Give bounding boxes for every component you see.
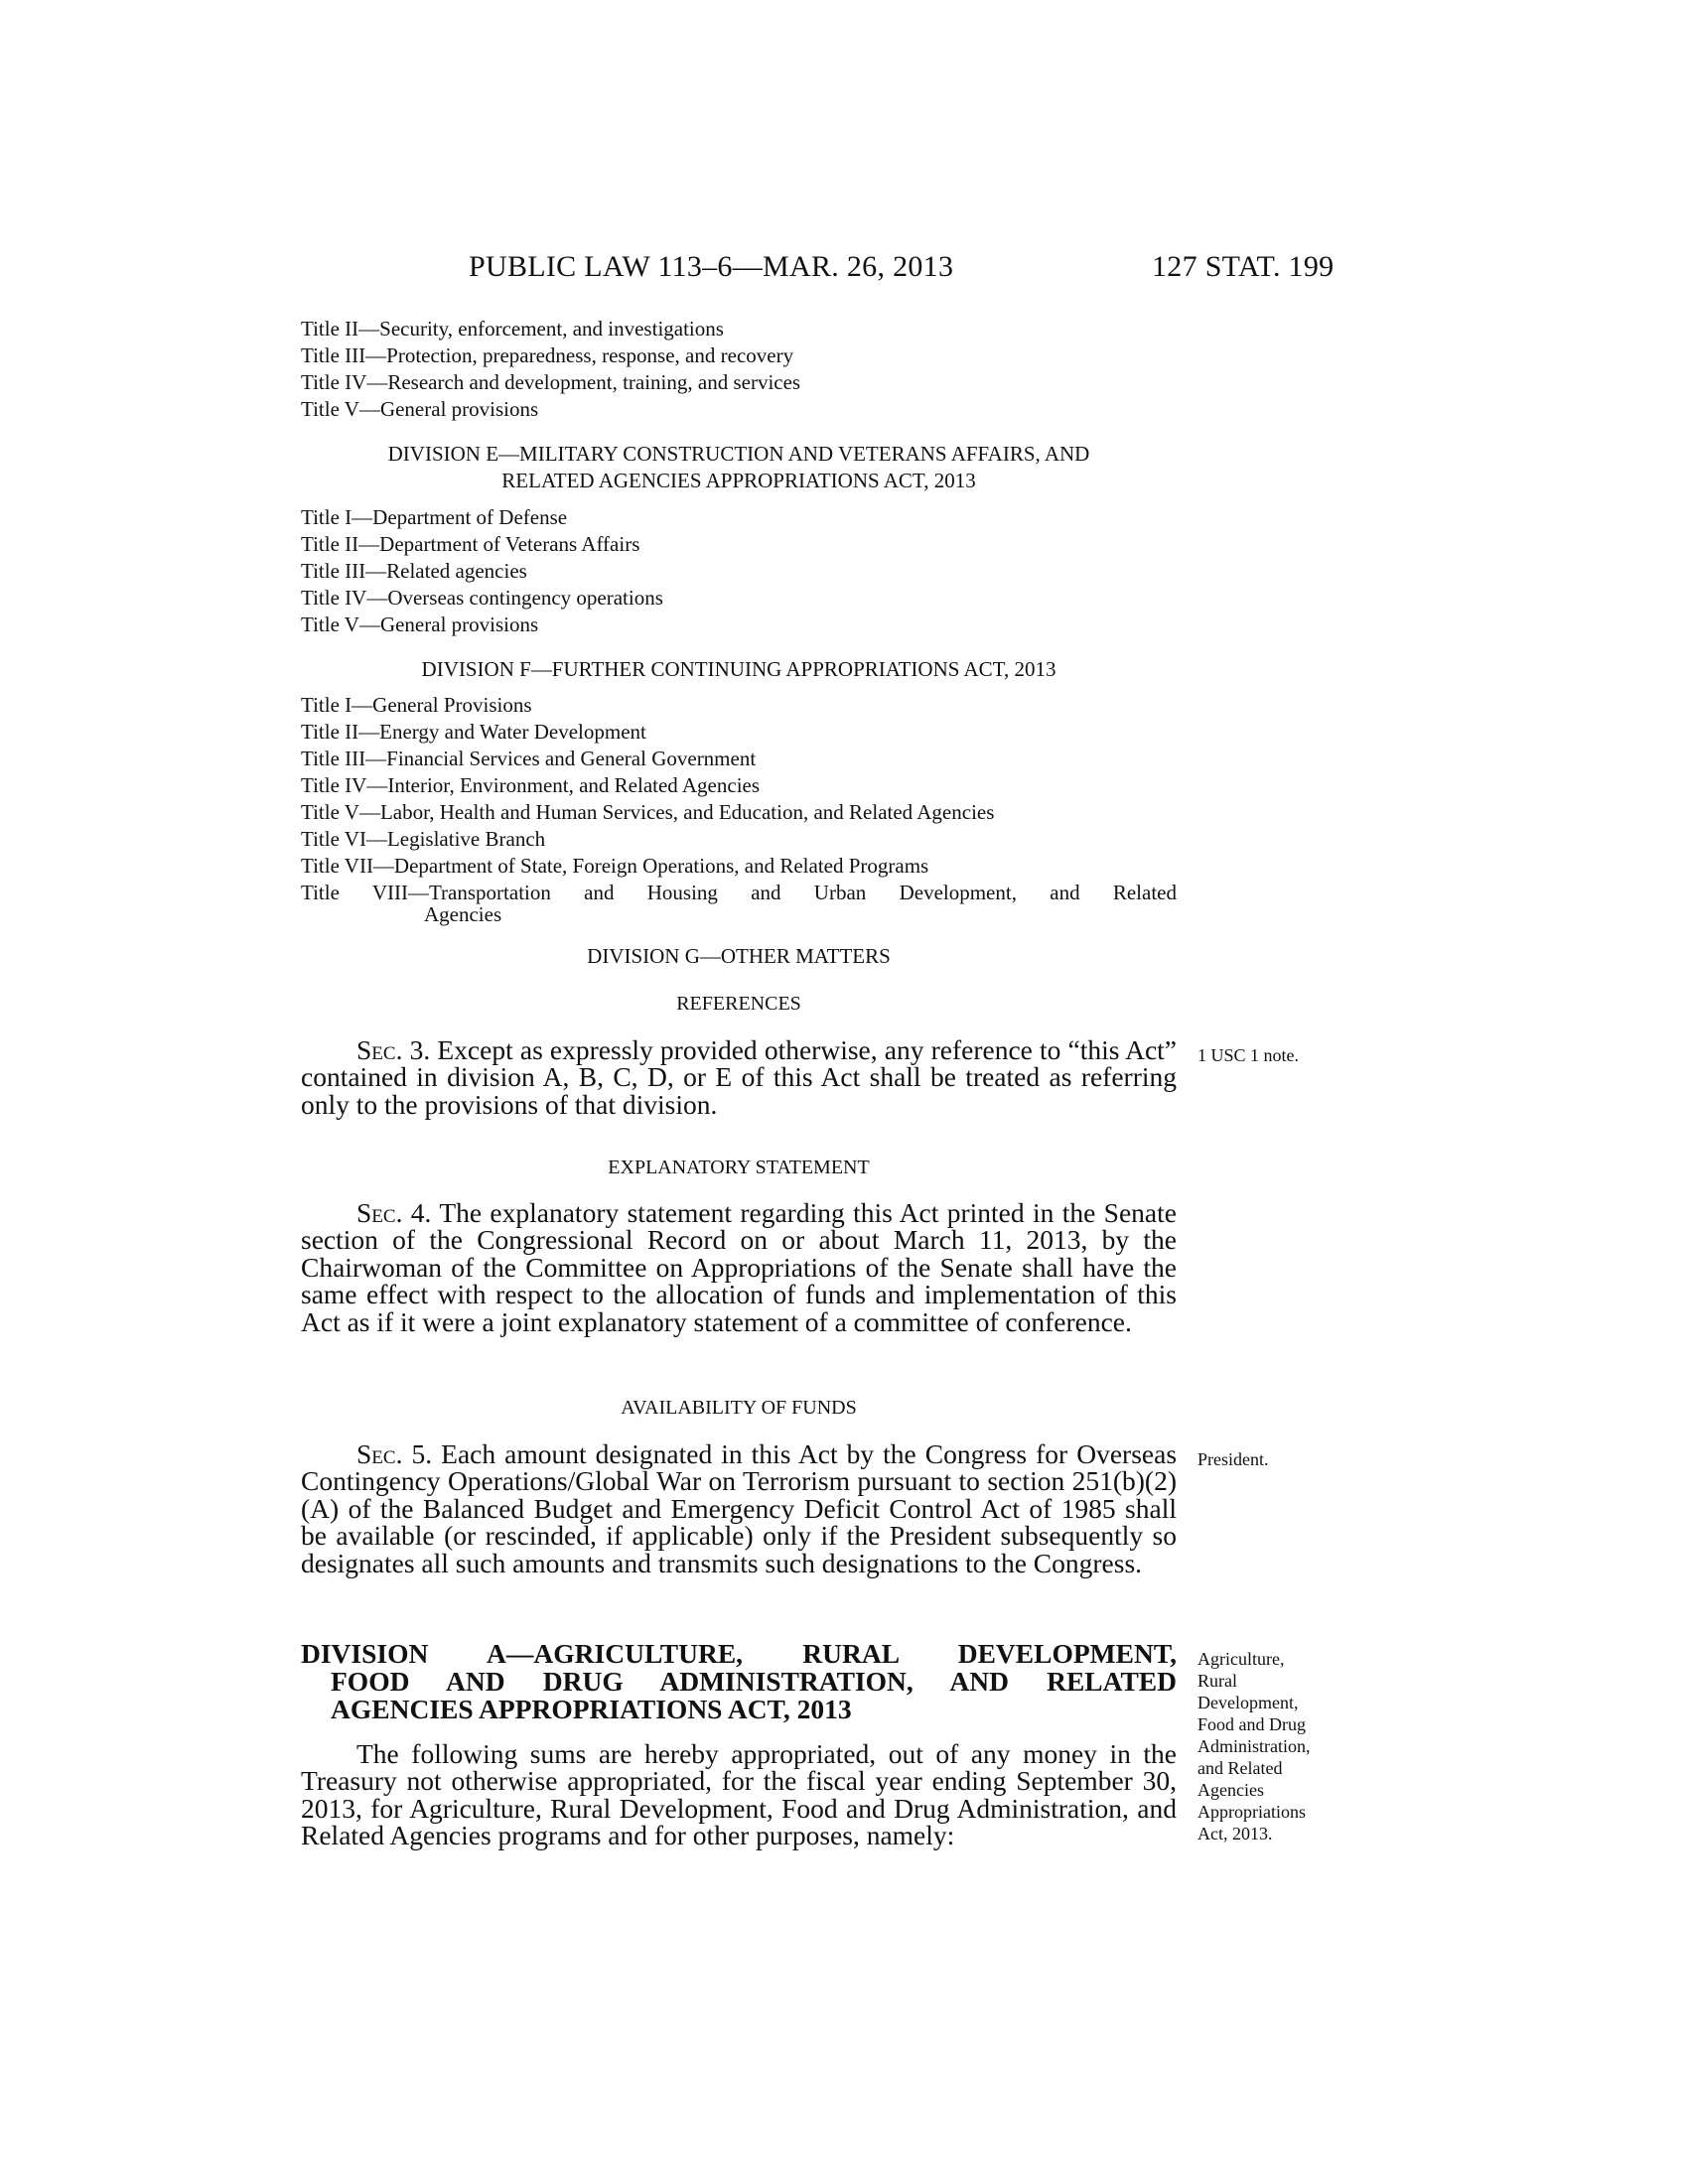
division-a-title-line2: FOOD AND DRUG ADMINISTRATION, AND RELATED [331, 1666, 1177, 1697]
margin-note-line: Development, [1197, 1693, 1299, 1712]
division-e-heading-line2: RELATED AGENCIES APPROPRIATIONS ACT, 2013 [501, 469, 976, 492]
section-caption-availability-of-funds: AVAILABILITY OF FUNDS [621, 1397, 857, 1419]
margin-note-line: Agriculture, [1197, 1649, 1285, 1669]
toc-division-d-continuation [301, 316, 1177, 423]
margin-note-line: Agencies [1197, 1780, 1264, 1800]
toc-line: Title III—Related agencies [301, 559, 527, 583]
toc-line: Title I—General Provisions [301, 693, 532, 717]
toc-line: Title VI—Legislative Branch [301, 827, 546, 851]
division-a-title-line3: AGENCIES APPROPRIATIONS ACT, 2013 [331, 1694, 852, 1724]
running-title: PUBLIC LAW 113–6—MAR. 26, 2013 [469, 250, 954, 283]
margin-note-line: Administration, [1197, 1736, 1311, 1756]
division-a-title [301, 1640, 1177, 1723]
section-caption-explanatory-statement: EXPLANATORY STATEMENT [608, 1157, 870, 1178]
section-body: Except as expressly provided otherwise, any reference to “this Act” contained in division A, B, C, D, or E of this Act shall be treated as referring only to the provisions of that division. [301, 1034, 1178, 1120]
division-a-intro: The following sums are hereby appropriated, out of any money in the Treasury not otherwise appropriated, for the fiscal year ending September 30, 2013, for Agriculture, Rural Development, Food and Drug Administration, and Related Agencies programs and for other purposes, namely: [301, 1738, 1177, 1851]
toc-line: Title II—Department of Veterans Affairs [301, 532, 640, 556]
section-caption-references: REFERENCES [676, 993, 801, 1015]
toc-line: Title IV—Interior, Environment, and Related Agencies [301, 773, 761, 797]
section-label: Sec. 5. [356, 1438, 433, 1469]
section-3-text [301, 1036, 1177, 1118]
margin-note-president: President. [1197, 1449, 1269, 1469]
margin-note-line: Food and Drug [1197, 1714, 1306, 1734]
toc-line: Title VII—Department of State, Foreign Operations, and Related Programs [301, 854, 929, 878]
running-head [0, 250, 1688, 294]
toc-line: Title II—Energy and Water Development [301, 720, 646, 744]
division-a-title-line1: DIVISION A—AGRICULTURE, RURAL DEVELOPMENT, [301, 1638, 1177, 1669]
margin-note-line: and Related [1197, 1758, 1283, 1778]
toc-line: Title V—General provisions [301, 613, 539, 636]
section-4-text [301, 1199, 1177, 1335]
margin-note-line: Rural [1197, 1671, 1237, 1691]
toc-line: Title IV—Overseas contingency operations [301, 586, 663, 610]
section-5-text [301, 1440, 1177, 1576]
toc-line: Title II—Security, enforcement, and investigations [301, 317, 724, 341]
margin-note-line: Act, 2013. [1197, 1824, 1273, 1843]
division-e-heading-line1: DIVISION E—MILITARY CONSTRUCTION AND VETERANS AFFAIRS, AND [387, 442, 1090, 466]
margin-note-line: Appropriations [1197, 1802, 1306, 1822]
margin-note-usc: 1 USC 1 note. [1197, 1045, 1300, 1065]
section-body: Each amount designated in this Act by the Congress for Overseas Contingency Operations/Global War on Terrorism pursuant to section 251(b)(2)(A) of the Balanced Budget and Emergency Deficit Control Act of 1985 shall be available (or rescinded, if applicable) only if the President subsequently so designates all such amounts and transmits such designations to the Congress. [301, 1438, 1178, 1578]
toc-line: Title V—Labor, Health and Human Services, and Education, and Related Agencies [301, 800, 995, 824]
division-e-heading [301, 441, 1177, 494]
section-body: The explanatory statement regarding this Act printed in the Senate section of the Congressional Record on or about March 11, 2013, by the Chairwoman of the Committee on Appropriations of the Senate shall have the same effect with respect to the allocation of funds and implementation of this Act as if it were a joint explanatory statement of a committee of conference. [301, 1197, 1177, 1337]
toc-line: Title IV—Research and development, training, and services [301, 370, 801, 394]
toc-line: Title I—Department of Defense [301, 505, 568, 529]
section-label: Sec. 3. [356, 1034, 431, 1065]
division-g-heading: DIVISION G—OTHER MATTERS [587, 944, 891, 968]
toc-line: Title V—General provisions [301, 397, 539, 421]
toc-line: Title III—Financial Services and General Government [301, 747, 757, 770]
margin-note-division-a [1197, 1648, 1311, 1844]
statute-page-reference: 127 STAT. 199 [1152, 250, 1335, 283]
toc-line: Title III—Protection, preparedness, response, and recovery [301, 343, 794, 367]
division-f-heading: DIVISION F—FURTHER CONTINUING APPROPRIATIONS ACT, 2013 [421, 657, 1056, 681]
toc-line-continuation: Agencies [424, 902, 502, 926]
toc-line: Title VIII—Transportation and Housing and Urban Development, and Related [301, 881, 1177, 904]
section-label: Sec. 4. [356, 1197, 432, 1228]
toc-division-e [301, 504, 1177, 638]
toc-division-f [301, 692, 1177, 928]
